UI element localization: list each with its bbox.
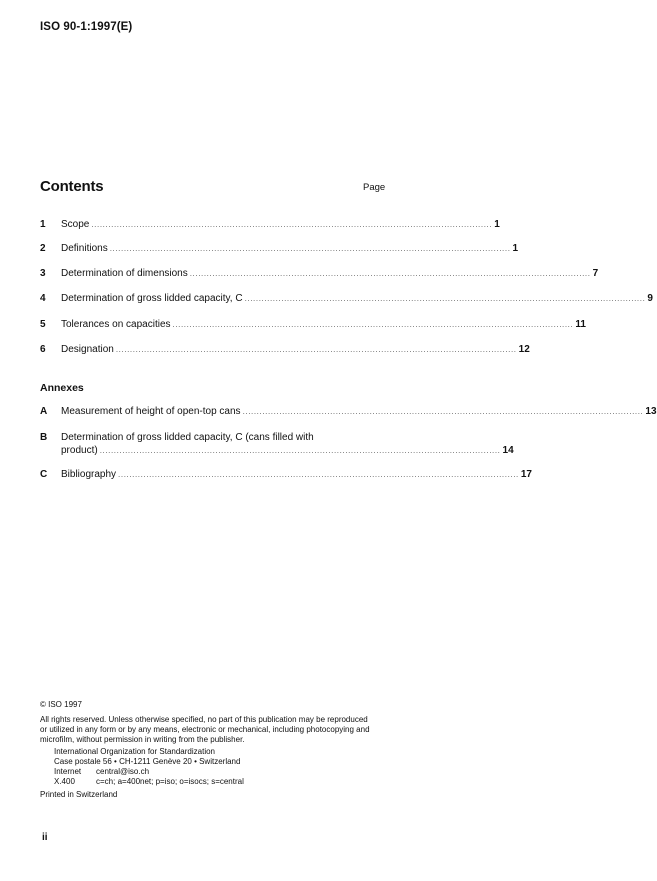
leader-dots: ..............................................................................................................................................: [91, 220, 493, 229]
internet-label: Internet: [54, 767, 82, 776]
organization-name: International Organization for Standardization: [54, 747, 215, 756]
x400-row: [54, 777, 390, 787]
toc-entry-number: 5: [40, 319, 46, 330]
toc-entry-page: 1: [512, 243, 519, 254]
leader-dots: ..............................................................................................................................................: [244, 294, 646, 303]
toc-entry-number: B: [40, 432, 48, 443]
toc-entry-title: Measurement of height of open-top cans: [61, 406, 241, 417]
rights-statement: [40, 715, 390, 745]
printed-in: Printed in Switzerland: [40, 790, 118, 799]
toc-entry-page: 12: [518, 344, 530, 355]
toc-entry-title: Definitions: [61, 243, 108, 254]
toc-entry-title: Determination of dimensions: [61, 268, 188, 279]
toc-entry-page: 14: [502, 445, 514, 456]
leader-dots: ..............................................................................................................................................: [109, 244, 511, 253]
x400-address: c=ch; a=400net; p=iso; o=isocs; s=central: [96, 777, 244, 786]
rights-line: or utilized in any form or by any means, electronic or mechanical, including photocopying and: [40, 725, 370, 734]
publisher-address: [40, 747, 390, 787]
copyright-notice: © ISO 1997: [40, 700, 82, 709]
toc-entry-page: 13: [645, 406, 657, 417]
toc-entry-number: 3: [40, 268, 46, 279]
leader-dots: ..............................................................................................................................................: [115, 345, 517, 354]
rights-line: microfilm, without permission in writing from the publisher.: [40, 735, 245, 744]
toc-entry-page: 17: [520, 469, 532, 480]
leader-dots: ..............................................................................................................................................: [118, 470, 519, 479]
rights-line: All rights reserved. Unless otherwise specified, no part of this publication may be reproduced: [40, 715, 368, 724]
toc-entry-number: C: [40, 469, 48, 480]
toc-entry-title: Tolerances on capacities: [61, 319, 171, 330]
toc-entry-title: Designation: [61, 344, 114, 355]
annexes-heading: Annexes: [40, 382, 84, 394]
toc-entry-title-line2: product): [61, 445, 98, 456]
internet-address[interactable]: central@iso.ch: [96, 767, 150, 776]
internet-row: [54, 767, 390, 777]
leader-dots: ..............................................................................................................................................: [189, 269, 591, 278]
toc-entry-title: Bibliography: [61, 469, 117, 480]
toc-entry-number: A: [40, 406, 48, 417]
toc-entry-page: 11: [575, 319, 586, 330]
toc-entry-page: 1: [494, 219, 500, 230]
contents-heading: Contents: [40, 178, 104, 195]
document-id: ISO 90-1:1997(E): [40, 21, 133, 33]
toc-entry-number: 2: [40, 243, 46, 254]
leader-dots: ..............................................................................................................................................: [242, 407, 644, 416]
page-column-header: Page: [363, 182, 386, 193]
toc-entry-title: Determination of gross lidded capacity, C: [61, 293, 243, 304]
postal-address: Case postale 56 • CH-1211 Genève 20 • Switzerland: [54, 757, 241, 766]
copyright-imprint: [40, 700, 390, 800]
toc-entry-page: 9: [647, 293, 653, 304]
page-number: ii: [42, 832, 48, 843]
leader-dots: ..............................................................................................................................................: [99, 446, 501, 455]
toc-entry-number: 4: [40, 293, 46, 304]
toc-entry-number: 1: [40, 219, 46, 230]
toc-entry-page: 7: [592, 268, 599, 279]
toc-entry-title: Scope: [61, 219, 90, 230]
toc-entry-title-line1: Determination of gross lidded capacity, C (cans filled with: [61, 432, 314, 443]
leader-dots: ..............................................................................................................................................: [172, 320, 574, 329]
toc-entry-number: 6: [40, 344, 46, 355]
x400-label: X.400: [54, 777, 75, 786]
